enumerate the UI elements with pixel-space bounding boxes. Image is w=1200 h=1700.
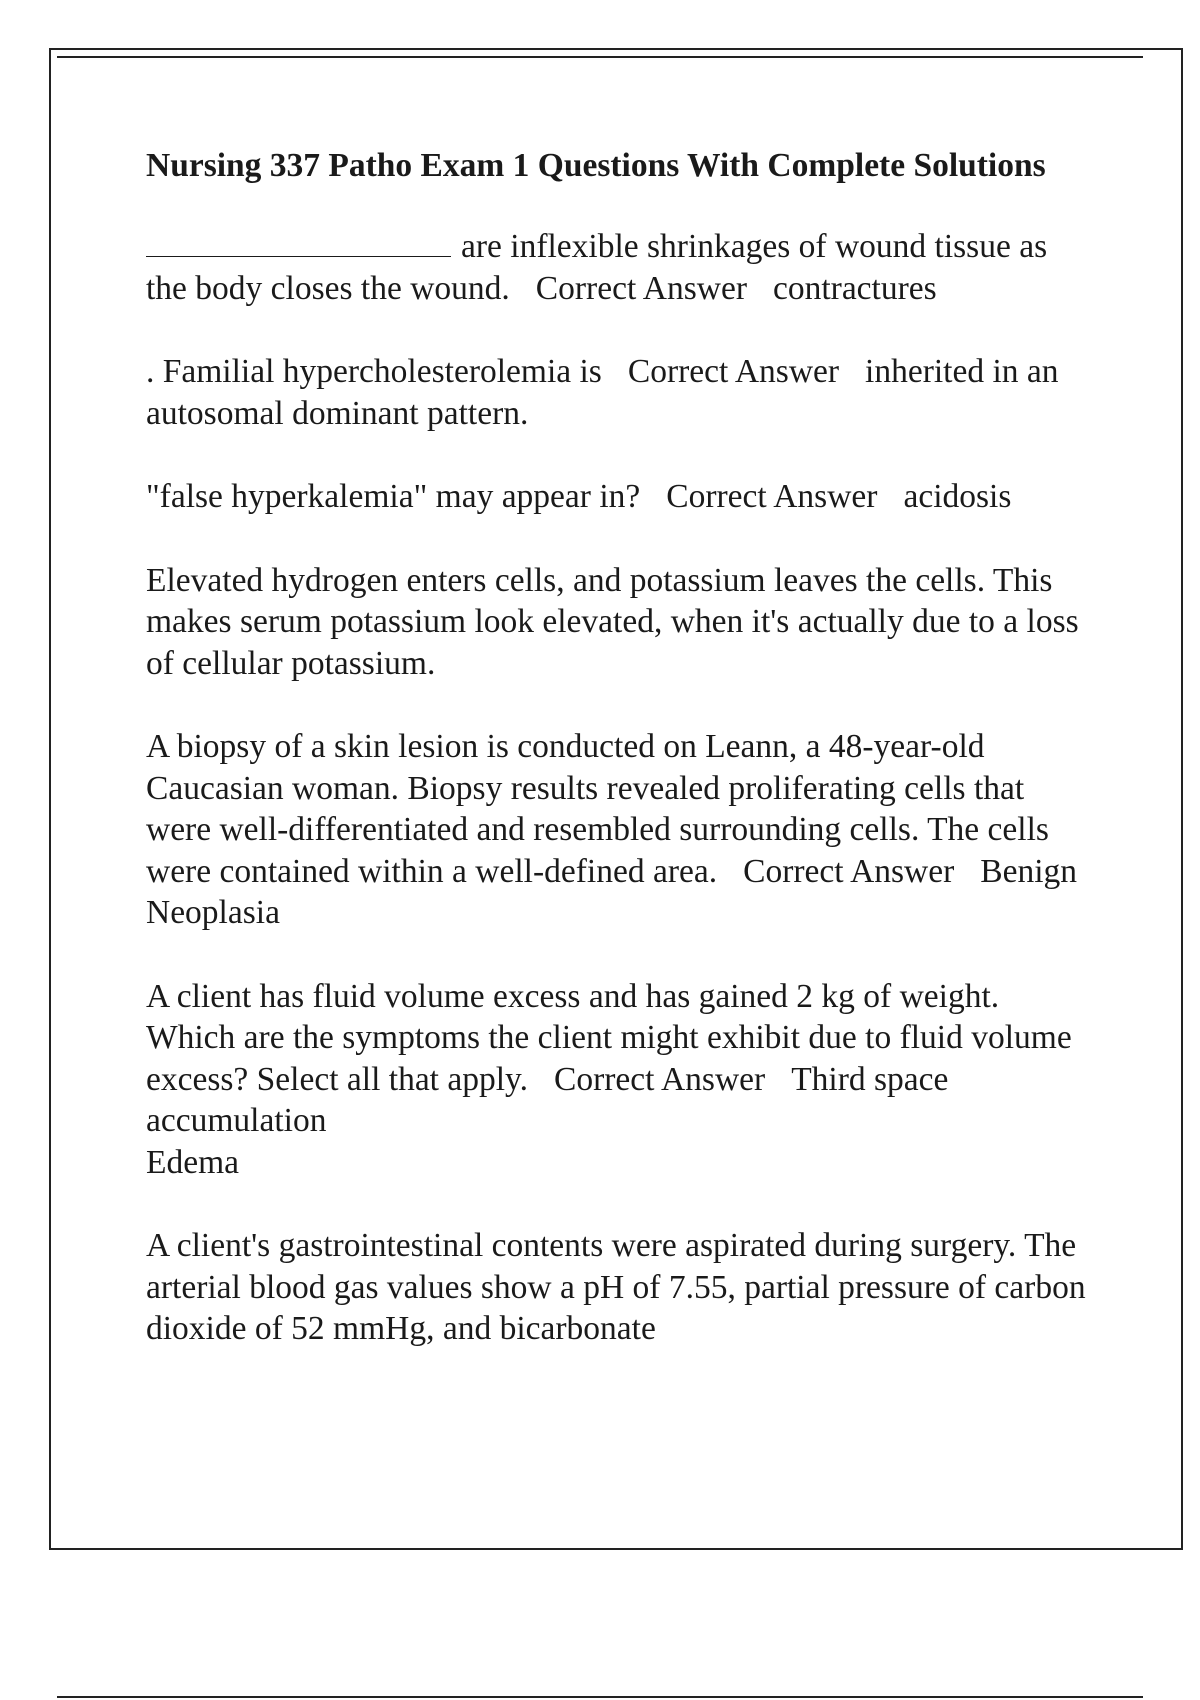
answer-text: inherited in an autosomal dominant pattern. bbox=[146, 353, 1059, 432]
answer-text: Benign Neoplasia bbox=[146, 852, 1078, 931]
qa-item-hyperkalemia-explanation bbox=[146, 560, 1096, 685]
bottom-rule bbox=[57, 1696, 1143, 1698]
answer-text: acidosis bbox=[903, 478, 1012, 515]
question-text: A biopsy of a skin lesion is conducted on Leann, a 48-year-old Caucasian woman. Biopsy results revealed proliferating cells that were well-differentiated and resembled surrounding cells. The cells were contained within a well-defined area. bbox=[146, 728, 1049, 890]
qa-text bbox=[146, 726, 1096, 934]
correct-answer-label: Correct Answer bbox=[743, 852, 955, 890]
document-title: Nursing 337 Patho Exam 1 Questions With Complete Solutions bbox=[146, 147, 1046, 184]
qa-text bbox=[146, 226, 1096, 309]
correct-answer-label: Correct Answer bbox=[554, 1060, 766, 1098]
qa-item-contractures bbox=[146, 226, 1096, 309]
qa-item-biopsy bbox=[146, 726, 1096, 934]
document-content bbox=[146, 145, 1096, 1392]
correct-answer-label: Correct Answer bbox=[627, 353, 840, 390]
qa-item-fluid-volume-excess bbox=[146, 976, 1096, 1184]
qa-text bbox=[146, 976, 1096, 1184]
correct-answer-label: Correct Answer bbox=[666, 478, 878, 515]
question-text: . Familial hypercholesterolemia is bbox=[146, 353, 602, 390]
explanation-text: Elevated hydrogen enters cells, and potassium leaves the cells. This makes serum potassium look elevated, when it's actually due to a loss of cellular potassium. bbox=[146, 561, 1079, 682]
qa-text bbox=[146, 476, 1096, 518]
qa-item-hypercholesterolemia bbox=[146, 351, 1096, 434]
correct-answer-label: Correct Answer bbox=[535, 269, 747, 307]
question-text: "false hyperkalemia" may appear in? bbox=[146, 478, 641, 515]
question-text: A client's gastrointestinal contents were aspirated during surgery. The arterial blood gas values show a pH of 7.55, partial pressure of carbon dioxide of 52 mmHg, and bicarbonate bbox=[146, 1227, 1086, 1347]
answer-text: Third space accumulation bbox=[146, 1060, 949, 1139]
qa-item-abg bbox=[146, 1225, 1096, 1350]
qa-item-false-hyperkalemia bbox=[146, 476, 1096, 518]
question-text: A client has fluid volume excess and has gained 2 kg of weight. Which are the symptoms the client might exhibit due to fluid volume excess? Select all that apply. bbox=[146, 977, 1072, 1098]
answer-text: contractures bbox=[772, 269, 937, 307]
top-rule bbox=[57, 56, 1143, 58]
qa-text bbox=[146, 351, 1096, 434]
fill-in-blank bbox=[146, 226, 451, 257]
answer-extra-text: Edema bbox=[146, 1143, 240, 1181]
question-text: are inflexible shrinkages of wound tissue as the body closes the wound. bbox=[146, 228, 1048, 307]
